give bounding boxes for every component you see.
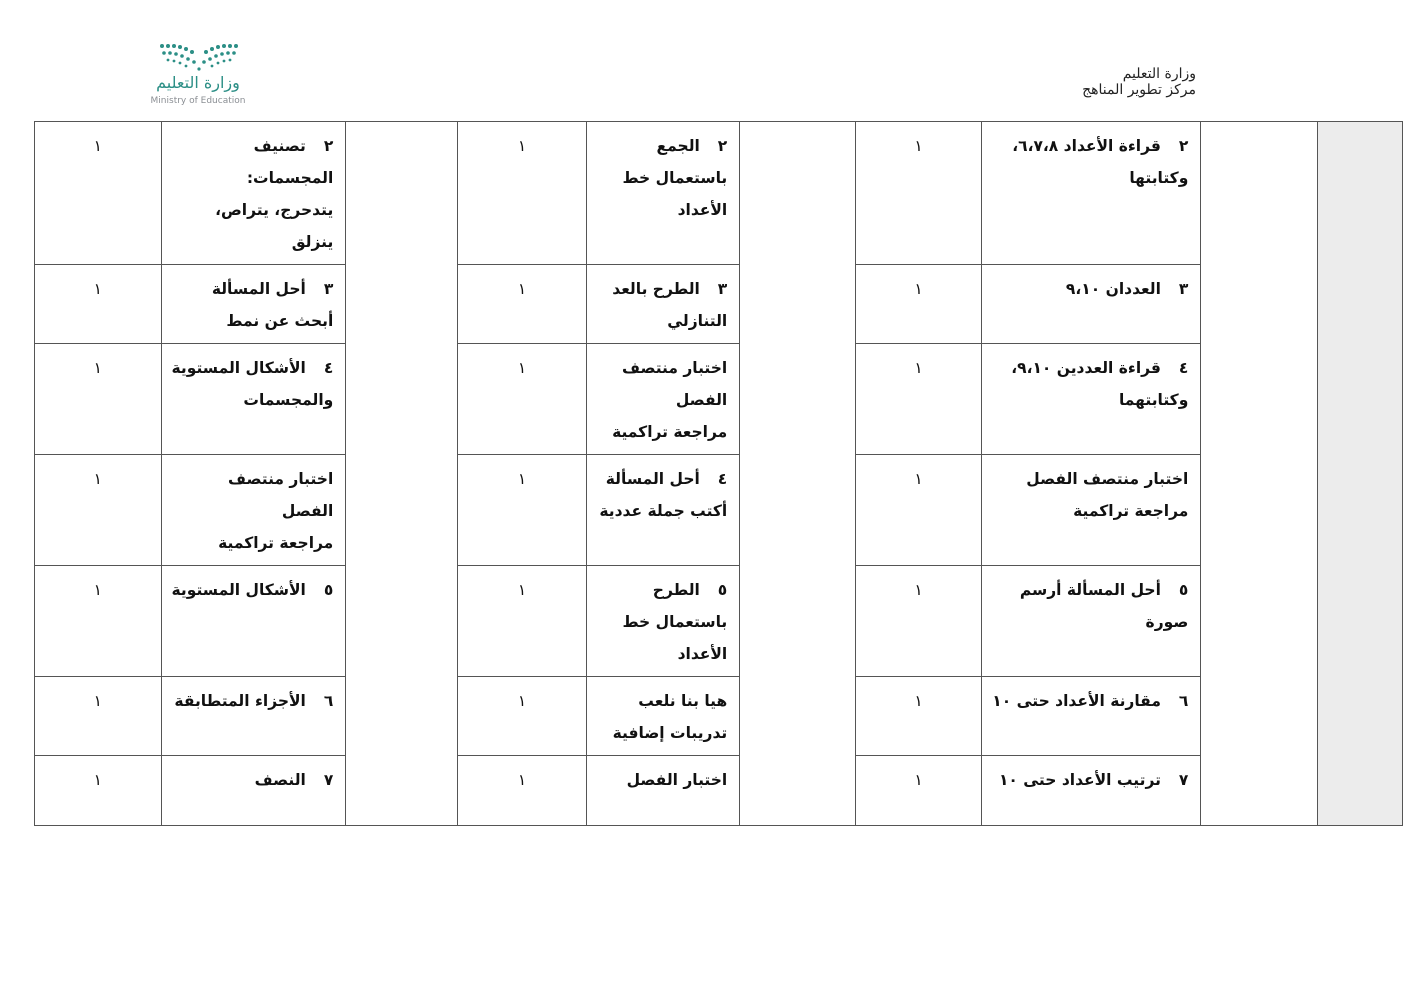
lesson-line [992,162,1188,194]
lesson-count: ١ [457,265,586,344]
ministry-logo [150,40,250,110]
lesson-title: مراجعة تراكمية [218,534,334,552]
week-column [1317,122,1402,826]
unit1-title-column [1201,122,1318,826]
unit3-title-column [346,122,458,826]
lesson-line [597,463,727,495]
lesson-number: ٧ [323,771,334,789]
lesson-number: ٢ [1178,137,1189,155]
lesson-line [597,352,727,384]
lesson-title: أكتب جملة عددية [599,502,728,520]
lesson-number: ٥ [717,581,728,599]
lesson-count: ١ [457,566,586,677]
lesson-count: ١ [35,344,162,455]
lesson-line [172,527,334,559]
lesson-line [172,685,334,717]
lesson-number: ٢ [717,137,728,155]
lesson-title: الجمع [656,137,700,155]
lesson-cell [161,265,346,344]
lesson-line [597,384,727,416]
lesson-cell [982,566,1201,677]
lesson-line [172,384,334,416]
table-row [35,265,1403,344]
table-row [35,756,1403,826]
lesson-count: ١ [457,344,586,455]
lesson-cell [982,344,1201,455]
lesson-count: ١ [35,566,162,677]
lesson-title: اختبار منتصف الفصل [1026,470,1189,488]
lesson-number: ٧ [1178,771,1189,789]
lesson-count: ١ [855,566,981,677]
ministry-name: وزارة التعليم [1122,66,1196,82]
lesson-line [172,495,334,527]
lesson-title: أحل المسألة [605,470,700,488]
lesson-cell [587,566,740,677]
lesson-cell [161,756,346,826]
lesson-line [597,273,727,305]
lesson-number: ٣ [1178,280,1189,298]
lesson-line [992,685,1188,717]
lesson-line [597,606,727,638]
lesson-number: ٦ [1178,692,1189,710]
lesson-cell [161,677,346,756]
lesson-line [172,764,334,796]
lesson-title: الأشكال المستوية [171,581,306,599]
lesson-title: صورة [1145,613,1189,631]
lesson-count: ١ [35,756,162,826]
lesson-line [172,352,334,384]
lesson-title: أبحث عن نمط [226,312,334,330]
lesson-line [992,130,1188,162]
lesson-line [597,194,727,226]
lesson-title: تدريبات إضافية [612,724,728,742]
lesson-line [597,717,727,749]
lesson-title: الطرح [652,581,700,599]
table-row [35,566,1403,677]
lesson-title: الأعداد [677,201,728,219]
unit2-title-column [740,122,856,826]
lesson-line [597,130,727,162]
lesson-count: ١ [35,122,162,265]
lesson-number: ٥ [323,581,334,599]
lesson-title: النصف [254,771,306,789]
lesson-line [597,162,727,194]
lesson-number: ٤ [1178,359,1189,377]
logo-arabic-text: وزارة التعليم [156,73,240,92]
lesson-count: ١ [35,265,162,344]
lesson-line [597,495,727,527]
lesson-title: وكتابتها [1129,169,1189,187]
lesson-title: هيا بنا نلعب [638,692,728,710]
lesson-number: ٣ [323,280,334,298]
lesson-title: أحل المسألة أرسم [1019,581,1161,599]
lesson-count: ١ [855,265,981,344]
lesson-title: أحل المسألة [211,280,306,298]
lesson-title: الفصل [281,502,334,520]
lesson-line [597,574,727,606]
lesson-title: الطرح بالعد [612,280,700,298]
lesson-cell [587,677,740,756]
lesson-line [172,162,334,194]
logo-dots-icon [154,42,244,72]
lesson-cell [161,566,346,677]
lesson-title: مراجعة تراكمية [1073,502,1189,520]
lesson-title: ترتيب الأعداد حتى ١٠ [998,771,1161,789]
lesson-title: تصنيف [253,137,306,155]
lesson-number: ٥ [1178,581,1189,599]
lesson-cell [161,455,346,566]
table-row [35,455,1403,566]
lesson-count: ١ [855,122,981,265]
center-name: مركز تطوير المناهج [1082,82,1196,98]
lesson-cell [161,122,346,265]
lesson-title: والمجسمات [243,391,334,409]
lesson-line [172,194,334,226]
lesson-title: باستعمال خط [622,613,728,631]
lesson-line [992,764,1188,796]
lesson-title: المجسمات: [246,169,334,187]
lesson-title: ينزلق [291,233,334,251]
lesson-title: الأعداد [677,645,728,663]
lesson-count: ١ [855,677,981,756]
lesson-count: ١ [35,677,162,756]
lesson-title: باستعمال خط [622,169,728,187]
lesson-line [597,416,727,448]
table-row [35,677,1403,756]
lesson-count: ١ [457,455,586,566]
lesson-number: ٤ [323,359,334,377]
lesson-line [992,495,1188,527]
lesson-line [597,685,727,717]
lesson-cell [982,677,1201,756]
table-row [35,122,1403,265]
lesson-cell [587,756,740,826]
lesson-title: العددان ٩،١٠ [1065,280,1161,298]
lesson-cell [982,122,1201,265]
lesson-cell [982,455,1201,566]
lesson-count: ١ [855,455,981,566]
lesson-line [992,273,1188,305]
lesson-count: ١ [457,677,586,756]
lesson-title: مراجعة تراكمية [612,423,728,441]
lesson-cell [982,756,1201,826]
lesson-title: مقارنة الأعداد حتى ١٠ [992,692,1161,710]
lesson-title: قراءة العددين ٩،١٠، [1011,359,1161,377]
lesson-title: الأجزاء المتطابقة [174,692,306,710]
lesson-line [172,226,334,258]
table-row [35,344,1403,455]
lesson-line [992,352,1188,384]
lesson-title: اختبار الفصل [626,771,728,789]
lesson-cell [587,122,740,265]
lesson-cell [587,265,740,344]
lesson-number: ٦ [323,692,334,710]
lesson-count: ١ [35,455,162,566]
lesson-number: ٣ [717,280,728,298]
lesson-title: اختبار منتصف [228,470,334,488]
lesson-number: ٢ [323,137,334,155]
lesson-line [992,606,1188,638]
lesson-number: ٤ [717,470,728,488]
lesson-cell [982,265,1201,344]
lesson-line [172,463,334,495]
lesson-line [992,574,1188,606]
lesson-title: قراءة الأعداد ٦،٧،٨، [1012,137,1161,155]
lesson-title: يتدحرج، يتراص، [215,201,334,219]
lesson-cell [587,455,740,566]
lesson-line [172,574,334,606]
lesson-line [597,305,727,337]
curriculum-plan-table [34,121,1403,826]
logo-english-text: Ministry of Education [150,96,246,106]
lesson-line [172,305,334,337]
lesson-title: اختبار منتصف [621,359,728,377]
lesson-count: ١ [855,344,981,455]
lesson-cell [587,344,740,455]
lesson-count: ١ [457,756,586,826]
lesson-line [597,764,727,796]
document-header [1082,66,1196,98]
lesson-line [992,463,1188,495]
lesson-title: الفصل [675,391,728,409]
lesson-line [172,130,334,162]
lesson-title: الأشكال المستوية [171,359,306,377]
lesson-cell [161,344,346,455]
lesson-count: ١ [457,122,586,265]
lesson-line [172,273,334,305]
lesson-line [597,638,727,670]
lesson-count: ١ [855,756,981,826]
lesson-line [992,384,1188,416]
lesson-title: وكتابتهما [1118,391,1189,409]
lesson-title: التنازلي [667,312,728,330]
